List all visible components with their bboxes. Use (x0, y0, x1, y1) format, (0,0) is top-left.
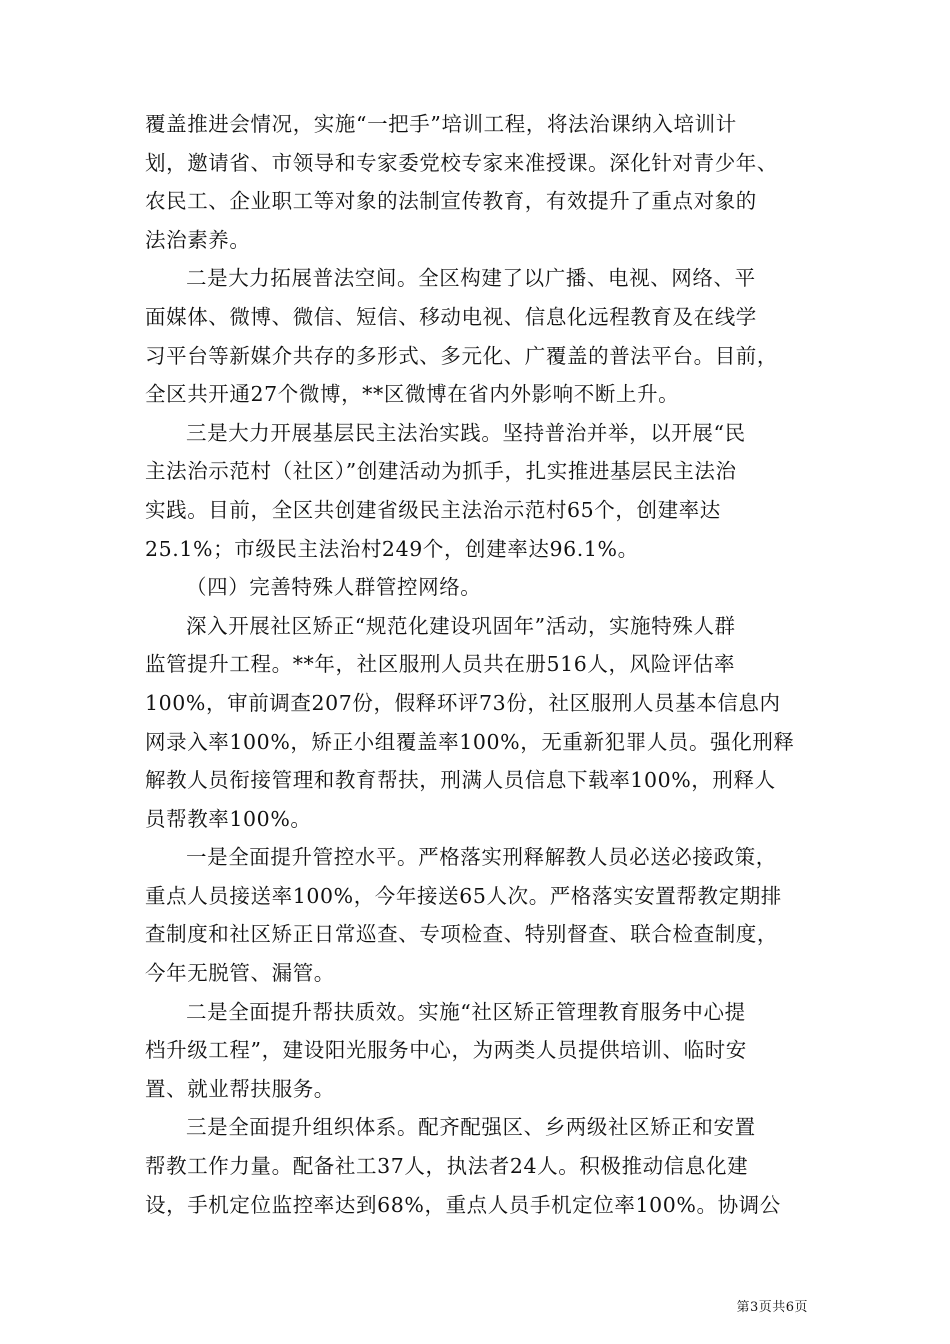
text-line: 设，手机定位监控率达到68%，重点人员手机定位率100%。协调公 (145, 1192, 781, 1217)
text-line: 监管提升工程。**年，社区服刑人员共在册516人，风险评估率 (145, 652, 736, 677)
document-body (145, 105, 810, 1224)
text-line: 100%，审前调查207份，假释环评73份，社区服刑人员基本信息内 (145, 690, 781, 715)
text-line: 帮教工作力量。配备社工37人，执法者24人。积极推动信息化建 (145, 1154, 749, 1179)
paragraph-start-line: 深入开展社区矫正“规范化建设巩固年”活动，实施特殊人群 (186, 613, 736, 638)
text-line: 25.1%；市级民主法治村249个，创建率达96.1%。 (145, 536, 639, 561)
text-line: 法治素养。 (145, 227, 251, 252)
text-line: 查制度和社区矫正日常巡查、专项检查、特别督查、联合检查制度， (145, 922, 778, 947)
text-line: 重点人员接送率100%，今年接送65人次。严格落实安置帮教定期排 (145, 883, 782, 908)
text-line: 解教人员衔接管理和教育帮扶，刑满人员信息下载率100%，刑释人 (145, 768, 776, 793)
text-line: 今年无脱管、漏管。 (145, 961, 335, 986)
paragraph-start-line: 三是大力开展基层民主法治实践。坚持普治并举，以开展“民 (186, 420, 746, 445)
paragraph-start-line: 三是全面提升组织体系。配齐配强区、乡两级社区矫正和安置 (186, 1115, 756, 1140)
text-line: 员帮教率100%。 (145, 806, 312, 831)
text-line: 主法治示范村（社区）”创建活动为抓手，扎实推进基层民主法治 (145, 459, 737, 484)
section-heading: （四）完善特殊人群管控网络。 (186, 575, 482, 600)
text-line: 置、就业帮扶服务。 (145, 1076, 335, 1101)
text-line: 实践。目前，全区共创建省级民主法治示范村65个，创建率达 (145, 497, 721, 522)
text-line: 习平台等新媒介共存的多形式、多元化、广覆盖的普法平台。目前， (145, 343, 778, 368)
text-line: 覆盖推进会情况，实施“一把手”培训工程，将法治课纳入培训计 (145, 112, 737, 136)
paragraph-start-line: 一是全面提升管控水平。严格落实刑释解教人员必送必接政策， (186, 845, 777, 870)
paragraph-start-line: 二是全面提升帮扶质效。实施“社区矫正管理教育服务中心提 (186, 999, 746, 1024)
text-line: 面媒体、微博、微信、短信、移动电视、信息化远程教育及在线学 (145, 304, 757, 329)
text-line: 全区共开通27个微博，**区微博在省内外影响不断上升。 (145, 382, 680, 407)
text-line: 档升级工程”，建设阳光服务中心，为两类人员提供培训、临时安 (145, 1038, 747, 1063)
text-line: 农民工、企业职工等对象的法制宣传教育，有效提升了重点对象的 (145, 189, 757, 214)
text-line: 网录入率100%，矫正小组覆盖率100%，无重新犯罪人员。强化刑释 (145, 729, 795, 754)
page-number: 第3页共6页 (736, 1300, 808, 1315)
text-line: 划，邀请省、市领导和专家委党校专家来准授课。深化针对青少年、 (145, 150, 778, 175)
paragraph-start-line: 二是大力拓展普法空间。全区构建了以广播、电视、网络、平 (186, 266, 756, 291)
